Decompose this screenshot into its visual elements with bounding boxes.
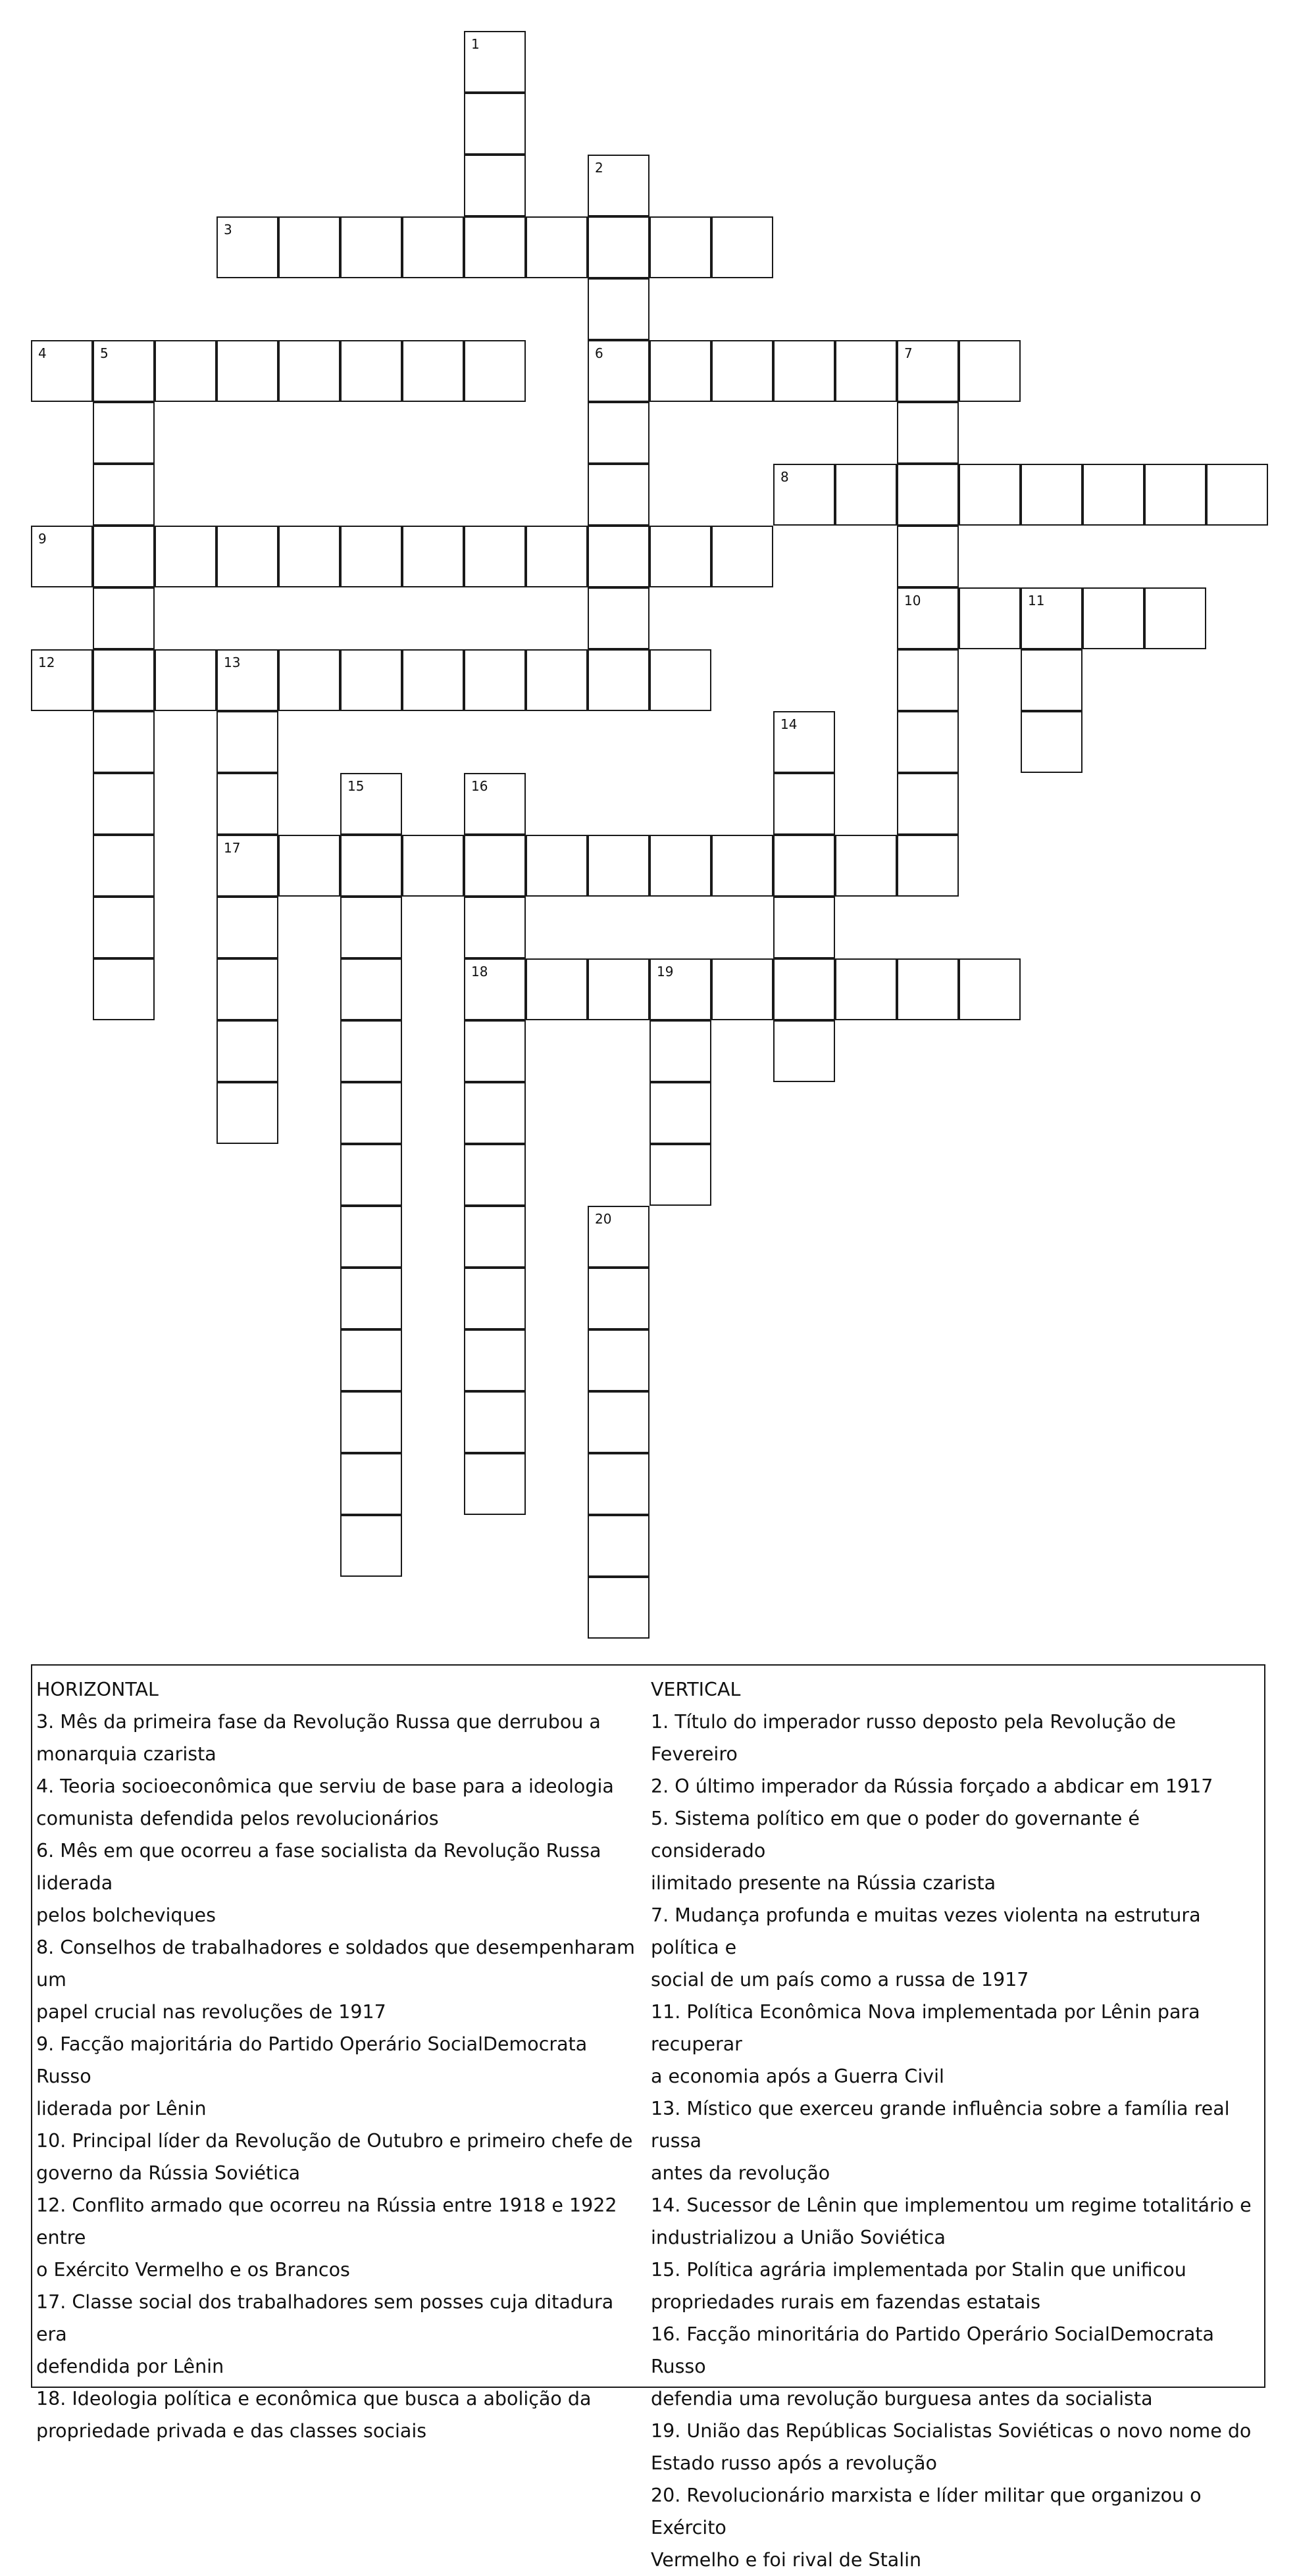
vertical-clues — [651, 1673, 1256, 2576]
grid-cell[interactable] — [93, 340, 155, 402]
clue-number: 16 — [471, 778, 488, 794]
grid-cell[interactable] — [588, 1391, 650, 1453]
grid-cell[interactable] — [340, 1515, 402, 1577]
grid-cell[interactable] — [773, 340, 835, 402]
clue-line: a economia após a Guerra Civil — [651, 2066, 944, 2087]
clue-line: Vermelho e foi rival de Stalin — [651, 2549, 922, 2571]
grid-cell[interactable] — [773, 711, 835, 773]
grid-cell[interactable] — [340, 526, 402, 587]
grid-cell[interactable] — [155, 526, 216, 587]
grid-cell[interactable] — [216, 216, 278, 278]
grid-cell[interactable] — [93, 835, 155, 897]
grid-cell[interactable] — [464, 1329, 526, 1391]
grid-cell[interactable] — [588, 402, 650, 464]
grid-cell[interactable] — [897, 587, 959, 649]
clue-line: 19. União das Repúblicas Socialistas Soviéticas o novo nome do — [651, 2420, 1252, 2442]
grid-cell[interactable] — [93, 897, 155, 958]
grid-cell[interactable] — [340, 897, 402, 958]
grid-cell[interactable] — [773, 1020, 835, 1082]
grid-cell[interactable] — [773, 897, 835, 958]
grid-cell[interactable] — [959, 958, 1021, 1020]
grid-cell[interactable] — [278, 216, 340, 278]
grid-cell[interactable] — [588, 1453, 650, 1515]
clue-line: 18. Ideologia política e econômica que busca a abolição da — [36, 2388, 592, 2410]
grid-cell[interactable] — [835, 958, 897, 1020]
grid-cell[interactable] — [588, 340, 650, 402]
grid-cell[interactable] — [216, 773, 278, 835]
grid-cell[interactable] — [650, 526, 711, 587]
grid-cell[interactable] — [464, 340, 526, 402]
grid-cell[interactable] — [959, 464, 1021, 526]
clue-number: 9 — [38, 531, 47, 547]
grid-cell[interactable] — [650, 649, 711, 711]
grid-cell[interactable] — [464, 773, 526, 835]
grid-cell[interactable] — [464, 526, 526, 587]
grid-cell[interactable] — [588, 155, 650, 216]
grid-cell[interactable] — [1082, 464, 1144, 526]
grid-cell[interactable] — [650, 340, 711, 402]
grid-cell[interactable] — [959, 587, 1021, 649]
grid-cell[interactable] — [216, 897, 278, 958]
grid-cell[interactable] — [835, 340, 897, 402]
clue-line: 15. Política agrária implementada por Stalin que unificou — [651, 2259, 1186, 2281]
grid-cell[interactable] — [93, 711, 155, 773]
grid-cell[interactable] — [588, 1206, 650, 1268]
clues-box — [31, 1664, 1265, 2571]
grid-cell[interactable] — [773, 958, 835, 1020]
clue-line: 4. Teoria socioeconômica que serviu de base para a ideologia — [36, 1775, 614, 1797]
clue-number: 11 — [1028, 593, 1045, 608]
grid-cell[interactable] — [278, 526, 340, 587]
grid-cell[interactable] — [278, 340, 340, 402]
clue-number: 12 — [38, 655, 55, 670]
grid-cell[interactable] — [897, 958, 959, 1020]
grid-cell[interactable] — [216, 958, 278, 1020]
grid-cell[interactable] — [897, 526, 959, 587]
grid-cell[interactable] — [340, 1020, 402, 1082]
grid-cell[interactable] — [1082, 587, 1144, 649]
grid-cell[interactable] — [1021, 464, 1082, 526]
grid-cell[interactable] — [588, 1268, 650, 1329]
grid-cell[interactable] — [216, 340, 278, 402]
clue-line: social de um país como a russa de 1917 — [651, 1969, 1029, 1991]
grid-cell[interactable] — [897, 464, 959, 526]
grid-cell[interactable] — [464, 649, 526, 711]
clue-line: 12. Conflito armado que ocorreu na Rússia entre 1918 e 1922 entre — [36, 2194, 617, 2248]
grid-cell[interactable] — [216, 1082, 278, 1144]
clue-line: o Exército Vermelho e os Brancos — [36, 2259, 350, 2281]
grid-cell[interactable] — [897, 711, 959, 773]
grid-cell[interactable] — [711, 340, 773, 402]
grid-cell[interactable] — [835, 464, 897, 526]
clue-line: industrializou a União Soviética — [651, 2227, 946, 2248]
clue-line: 1. Título do imperador russo deposto pela Revolução de Fevereiro — [651, 1711, 1176, 1765]
grid-cell[interactable] — [31, 649, 93, 711]
clue-line: 3. Mês da primeira fase da Revolução Russa que derrubou a — [36, 1711, 601, 1733]
grid-cell[interactable] — [588, 1515, 650, 1577]
grid-cell[interactable] — [1144, 587, 1206, 649]
grid-cell[interactable] — [1206, 464, 1268, 526]
grid-cell[interactable] — [340, 340, 402, 402]
grid-cell[interactable] — [340, 958, 402, 1020]
clue-number: 19 — [657, 964, 674, 979]
grid-cell[interactable] — [650, 1082, 711, 1144]
grid-cell[interactable] — [650, 216, 711, 278]
grid-cell[interactable] — [526, 958, 588, 1020]
clue-line: papel crucial nas revoluções de 1917 — [36, 2001, 386, 2023]
grid-cell[interactable] — [464, 835, 526, 897]
grid-cell[interactable] — [155, 340, 216, 402]
clue-number: 3 — [224, 222, 232, 237]
clue-number: 10 — [904, 593, 921, 608]
grid-cell[interactable] — [464, 1144, 526, 1206]
clue-line: governo da Rússia Soviética — [36, 2162, 301, 2184]
grid-cell[interactable] — [340, 1206, 402, 1268]
clue-line: 9. Facção majoritária do Partido Operário SocialDemocrata Russo — [36, 2033, 588, 2087]
grid-cell[interactable] — [464, 1453, 526, 1515]
clue-line: ilimitado presente na Rússia czarista — [651, 1872, 996, 1894]
grid-cell[interactable] — [93, 587, 155, 649]
clue-line: 5. Sistema político em que o poder do governante é considerado — [651, 1808, 1140, 1862]
grid-cell[interactable] — [464, 1391, 526, 1453]
grid-cell[interactable] — [340, 1329, 402, 1391]
grid-cell[interactable] — [773, 464, 835, 526]
grid-cell[interactable] — [340, 1268, 402, 1329]
grid-cell[interactable] — [464, 216, 526, 278]
grid-cell[interactable] — [464, 897, 526, 958]
grid-cell[interactable] — [526, 649, 588, 711]
grid-cell[interactable] — [1144, 464, 1206, 526]
clue-line: 17. Classe social dos trabalhadores sem posses cuja ditadura era — [36, 2291, 614, 2345]
grid-cell[interactable] — [216, 649, 278, 711]
grid-cell[interactable] — [897, 649, 959, 711]
clue-line: 13. Místico que exerceu grande influência sobre a família real russa — [651, 2098, 1230, 2152]
grid-cell[interactable] — [402, 835, 464, 897]
grid-cell[interactable] — [588, 216, 650, 278]
grid-cell[interactable] — [650, 1020, 711, 1082]
grid-cell[interactable] — [588, 278, 650, 340]
grid-cell[interactable] — [340, 1453, 402, 1515]
clue-line: 7. Mudança profunda e muitas vezes violenta na estrutura política e — [651, 1904, 1201, 1958]
grid-cell[interactable] — [588, 649, 650, 711]
grid-cell[interactable] — [93, 402, 155, 464]
clue-number: 6 — [595, 345, 603, 361]
clue-number: 18 — [471, 964, 488, 979]
grid-cell[interactable] — [773, 835, 835, 897]
grid-cell[interactable] — [711, 835, 773, 897]
clue-number: 13 — [224, 655, 241, 670]
clue-line: pelos bolcheviques — [36, 1904, 216, 1926]
grid-cell[interactable] — [588, 958, 650, 1020]
grid-cell[interactable] — [650, 1144, 711, 1206]
grid-cell[interactable] — [588, 464, 650, 526]
grid-cell[interactable] — [278, 649, 340, 711]
grid-cell[interactable] — [464, 1268, 526, 1329]
clue-number: 4 — [38, 345, 47, 361]
grid-cell[interactable] — [897, 835, 959, 897]
grid-cell[interactable] — [340, 1144, 402, 1206]
grid-cell[interactable] — [216, 1020, 278, 1082]
horizontal-heading: HORIZONTAL — [36, 1679, 159, 1700]
grid-cell[interactable] — [464, 31, 526, 93]
grid-cell[interactable] — [340, 216, 402, 278]
grid-cell[interactable] — [464, 155, 526, 216]
grid-cell[interactable] — [340, 1082, 402, 1144]
clue-line: Estado russo após a revolução — [651, 2452, 937, 2474]
grid-cell[interactable] — [526, 835, 588, 897]
grid-cell[interactable] — [959, 340, 1021, 402]
clue-line: propriedade privada e das classes sociais — [36, 2420, 427, 2442]
clue-number: 14 — [780, 716, 798, 732]
grid-cell[interactable] — [835, 835, 897, 897]
grid-cell[interactable] — [402, 216, 464, 278]
clue-line: comunista defendida pelos revolucionários — [36, 1808, 439, 1829]
grid-cell[interactable] — [402, 526, 464, 587]
grid-cell[interactable] — [93, 773, 155, 835]
grid-cell[interactable] — [526, 526, 588, 587]
grid-cell[interactable] — [711, 958, 773, 1020]
grid-cell[interactable] — [897, 340, 959, 402]
grid-cell[interactable] — [1021, 711, 1082, 773]
grid-cell[interactable] — [93, 464, 155, 526]
clue-line: 6. Mês em que ocorreu a fase socialista da Revolução Russa liderada — [36, 1840, 601, 1894]
grid-cell[interactable] — [588, 587, 650, 649]
grid-cell[interactable] — [650, 835, 711, 897]
grid-cell[interactable] — [278, 835, 340, 897]
vertical-heading: VERTICAL — [651, 1679, 741, 1700]
grid-cell[interactable] — [464, 958, 526, 1020]
grid-cell[interactable] — [711, 526, 773, 587]
clue-line: 11. Política Econômica Nova implementada por Lênin para recuperar — [651, 2001, 1200, 2055]
grid-cell[interactable] — [216, 835, 278, 897]
clue-line: 14. Sucessor de Lênin que implementou um regime totalitário e — [651, 2194, 1252, 2216]
grid-cell[interactable] — [897, 773, 959, 835]
clue-number: 15 — [347, 778, 365, 794]
grid-cell[interactable] — [93, 958, 155, 1020]
grid-cell[interactable] — [464, 93, 526, 155]
clue-line: propriedades rurais em fazendas estatais — [651, 2291, 1041, 2313]
clue-line: 10. Principal líder da Revolução de Outubro e primeiro chefe de — [36, 2130, 633, 2152]
grid-cell[interactable] — [340, 649, 402, 711]
grid-cell[interactable] — [31, 526, 93, 587]
clue-number: 2 — [595, 160, 603, 176]
grid-cell[interactable] — [464, 1020, 526, 1082]
grid-cell[interactable] — [588, 835, 650, 897]
grid-cell[interactable] — [711, 216, 773, 278]
clue-number: 17 — [224, 840, 241, 856]
grid-cell[interactable] — [1021, 587, 1082, 649]
clue-number: 7 — [904, 345, 913, 361]
clue-line: 8. Conselhos de trabalhadores e soldados que desempenharam um — [36, 1937, 635, 1991]
clue-line: liderada por Lênin — [36, 2098, 207, 2119]
grid-cell[interactable] — [650, 958, 711, 1020]
grid-cell[interactable] — [402, 649, 464, 711]
grid-cell[interactable] — [588, 1329, 650, 1391]
grid-cell[interactable] — [216, 526, 278, 587]
clue-number: 1 — [471, 36, 480, 52]
clue-number: 20 — [595, 1211, 612, 1227]
clue-line: monarquia czarista — [36, 1743, 216, 1765]
grid-cell[interactable] — [588, 1577, 650, 1639]
clue-line: 2. O último imperador da Rússia forçado a abdicar em 1917 — [651, 1775, 1213, 1797]
clue-number: 8 — [780, 469, 789, 485]
grid-cell[interactable] — [93, 526, 155, 587]
clue-line: defendia uma revolução burguesa antes da socialista — [651, 2388, 1153, 2410]
clue-line: defendida por Lênin — [36, 2356, 224, 2377]
grid-cell[interactable] — [526, 216, 588, 278]
grid-cell[interactable] — [588, 526, 650, 587]
clue-line: antes da revolução — [651, 2162, 830, 2184]
grid-cell[interactable] — [773, 773, 835, 835]
grid-cell[interactable] — [1021, 649, 1082, 711]
grid-cell[interactable] — [340, 1391, 402, 1453]
grid-cell[interactable] — [897, 402, 959, 464]
grid-cell[interactable] — [402, 340, 464, 402]
grid-cell[interactable] — [464, 1082, 526, 1144]
clue-line: 20. Revolucionário marxista e líder militar que organizou o Exército — [651, 2485, 1202, 2539]
grid-cell[interactable] — [93, 649, 155, 711]
horizontal-clues — [36, 1673, 642, 2447]
grid-cell[interactable] — [464, 1206, 526, 1268]
grid-cell[interactable] — [340, 835, 402, 897]
grid-cell[interactable] — [31, 340, 93, 402]
clue-number: 5 — [100, 345, 109, 361]
grid-cell[interactable] — [216, 711, 278, 773]
clue-line: 16. Facção minoritária do Partido Operário SocialDemocrata Russo — [651, 2323, 1214, 2377]
grid-cell[interactable] — [155, 649, 216, 711]
grid-cell[interactable] — [340, 773, 402, 835]
